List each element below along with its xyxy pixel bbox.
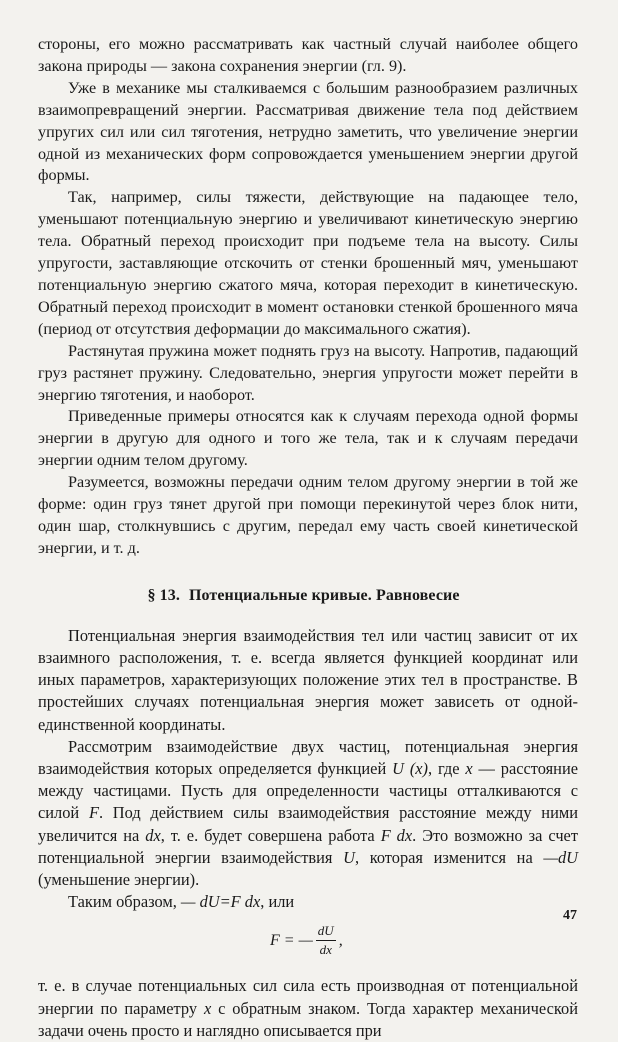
formula-numerator: dU [316, 923, 336, 941]
math-F-dx: F dx [380, 825, 413, 845]
formula-fraction [316, 923, 336, 958]
formula-denominator: dx [319, 942, 332, 958]
section-heading [38, 587, 578, 605]
paragraph-6: Разумеется, возможны передачи одним телом другому энергии в той же форме: один груз тянет другой при помощи перекинутой через блок нити, один шар, столкнувшись с другим, передал ему часть своей кинетической энергии, и т. д. [38, 473, 578, 557]
section-title: Потенциальные кривые. Равновесие [188, 586, 460, 604]
math-U-of-x: U (x) [392, 758, 429, 778]
math-x: x [465, 758, 473, 778]
math-minus-dU: —dU [543, 847, 578, 867]
paragraph-1: стороны, его можно рассматривать как частный случай наиболее общего закона природы — закона сохранения энергии (гл. 9). [38, 35, 578, 75]
formula-force-derivative [270, 923, 343, 958]
paragraph-5: Приведенные примеры относятся как к случаям перехода одной формы энергии в другую для одного и того же тела, так и к случаям передачи энергии одним телом другому. [38, 407, 578, 470]
paragraph-2: Уже в механике мы сталкиваемся с большим разнообразием различных взаимопревращений энергии. Рассматривая движение тела под действием упругих сил или сил тяготения, нетрудно заметить, что увеличение энергии одной из механических форм сопровождается уменьшением энергии другой формы. [38, 78, 578, 185]
section-paragraph-1: Потенциальная энергия взаимодействия тел или частиц зависит от их взаимного расположения, т. е. всегда является функцией координат или иных параметров, характеризующих положение этих тел в пространстве. В простейших случаях потенциальная энергия может зависеть от одной-единственной координаты. [38, 625, 578, 734]
display-formula [38, 919, 578, 971]
math-dx: dx [145, 825, 161, 845]
math-U: U [343, 847, 355, 867]
section-paragraph-3: Таким образом, — dU=F dx, или [68, 892, 295, 912]
formula-lhs: F = — [270, 931, 313, 949]
page-number: 47 [563, 908, 577, 923]
section-body [38, 625, 578, 1042]
text-block-top [38, 34, 578, 560]
paragraph-4: Растянутая пружина может поднять груз на высоту. Напротив, падающий груз растянет пружину. Следовательно, энергия упругости может перейти в энергию тяготения, и наоборот. [38, 341, 578, 404]
section-number: § 13. [147, 586, 180, 604]
formula-tail: , [338, 931, 343, 949]
math-F: F [88, 803, 99, 823]
math-x-param: x [203, 998, 212, 1018]
paragraph-3: Так, например, силы тяжести, действующие на падающее тело, уменьшают потенциальную энергию и увеличивают кинетическую энергию тела. Обратный переход происходит при подъеме тела на высоту. Силы упругости, заставляющие отскочить от стенки брошенный мяч, уменьшают потенциальную энергию сжатого мяча, которая переходит в кинетическую. Обратный переход происходит в момент остановки стенкой брошенного мяча (период от отсутствия деформации до максимального сжатия). [38, 188, 578, 338]
section-paragraph-2: Рассмотрим взаимодействие двух частиц, потенциальная энергия взаимодействия которых определяется функцией U (x), где x — расстояние между частицами. Пусть для определенности частицы отталкиваются с силой F. Под действием силы взаимодействия расстояние между ними увеличится на dx, т. е. будет совершена работа F dx. Это возможно за счет потенциальной энергии взаимодействия U, которая изменится на —dU (уменьшение энергии). [38, 736, 578, 889]
section-paragraph-4: т. е. в случае потенциальных сил сила есть производная от потенциальной энергии по параметру x с обратным знаком. Тогда характер механической задачи очень просто и наглядно описывается при [38, 976, 578, 1040]
math-dU-equals-F-dx: — dU=F dx [180, 892, 261, 912]
